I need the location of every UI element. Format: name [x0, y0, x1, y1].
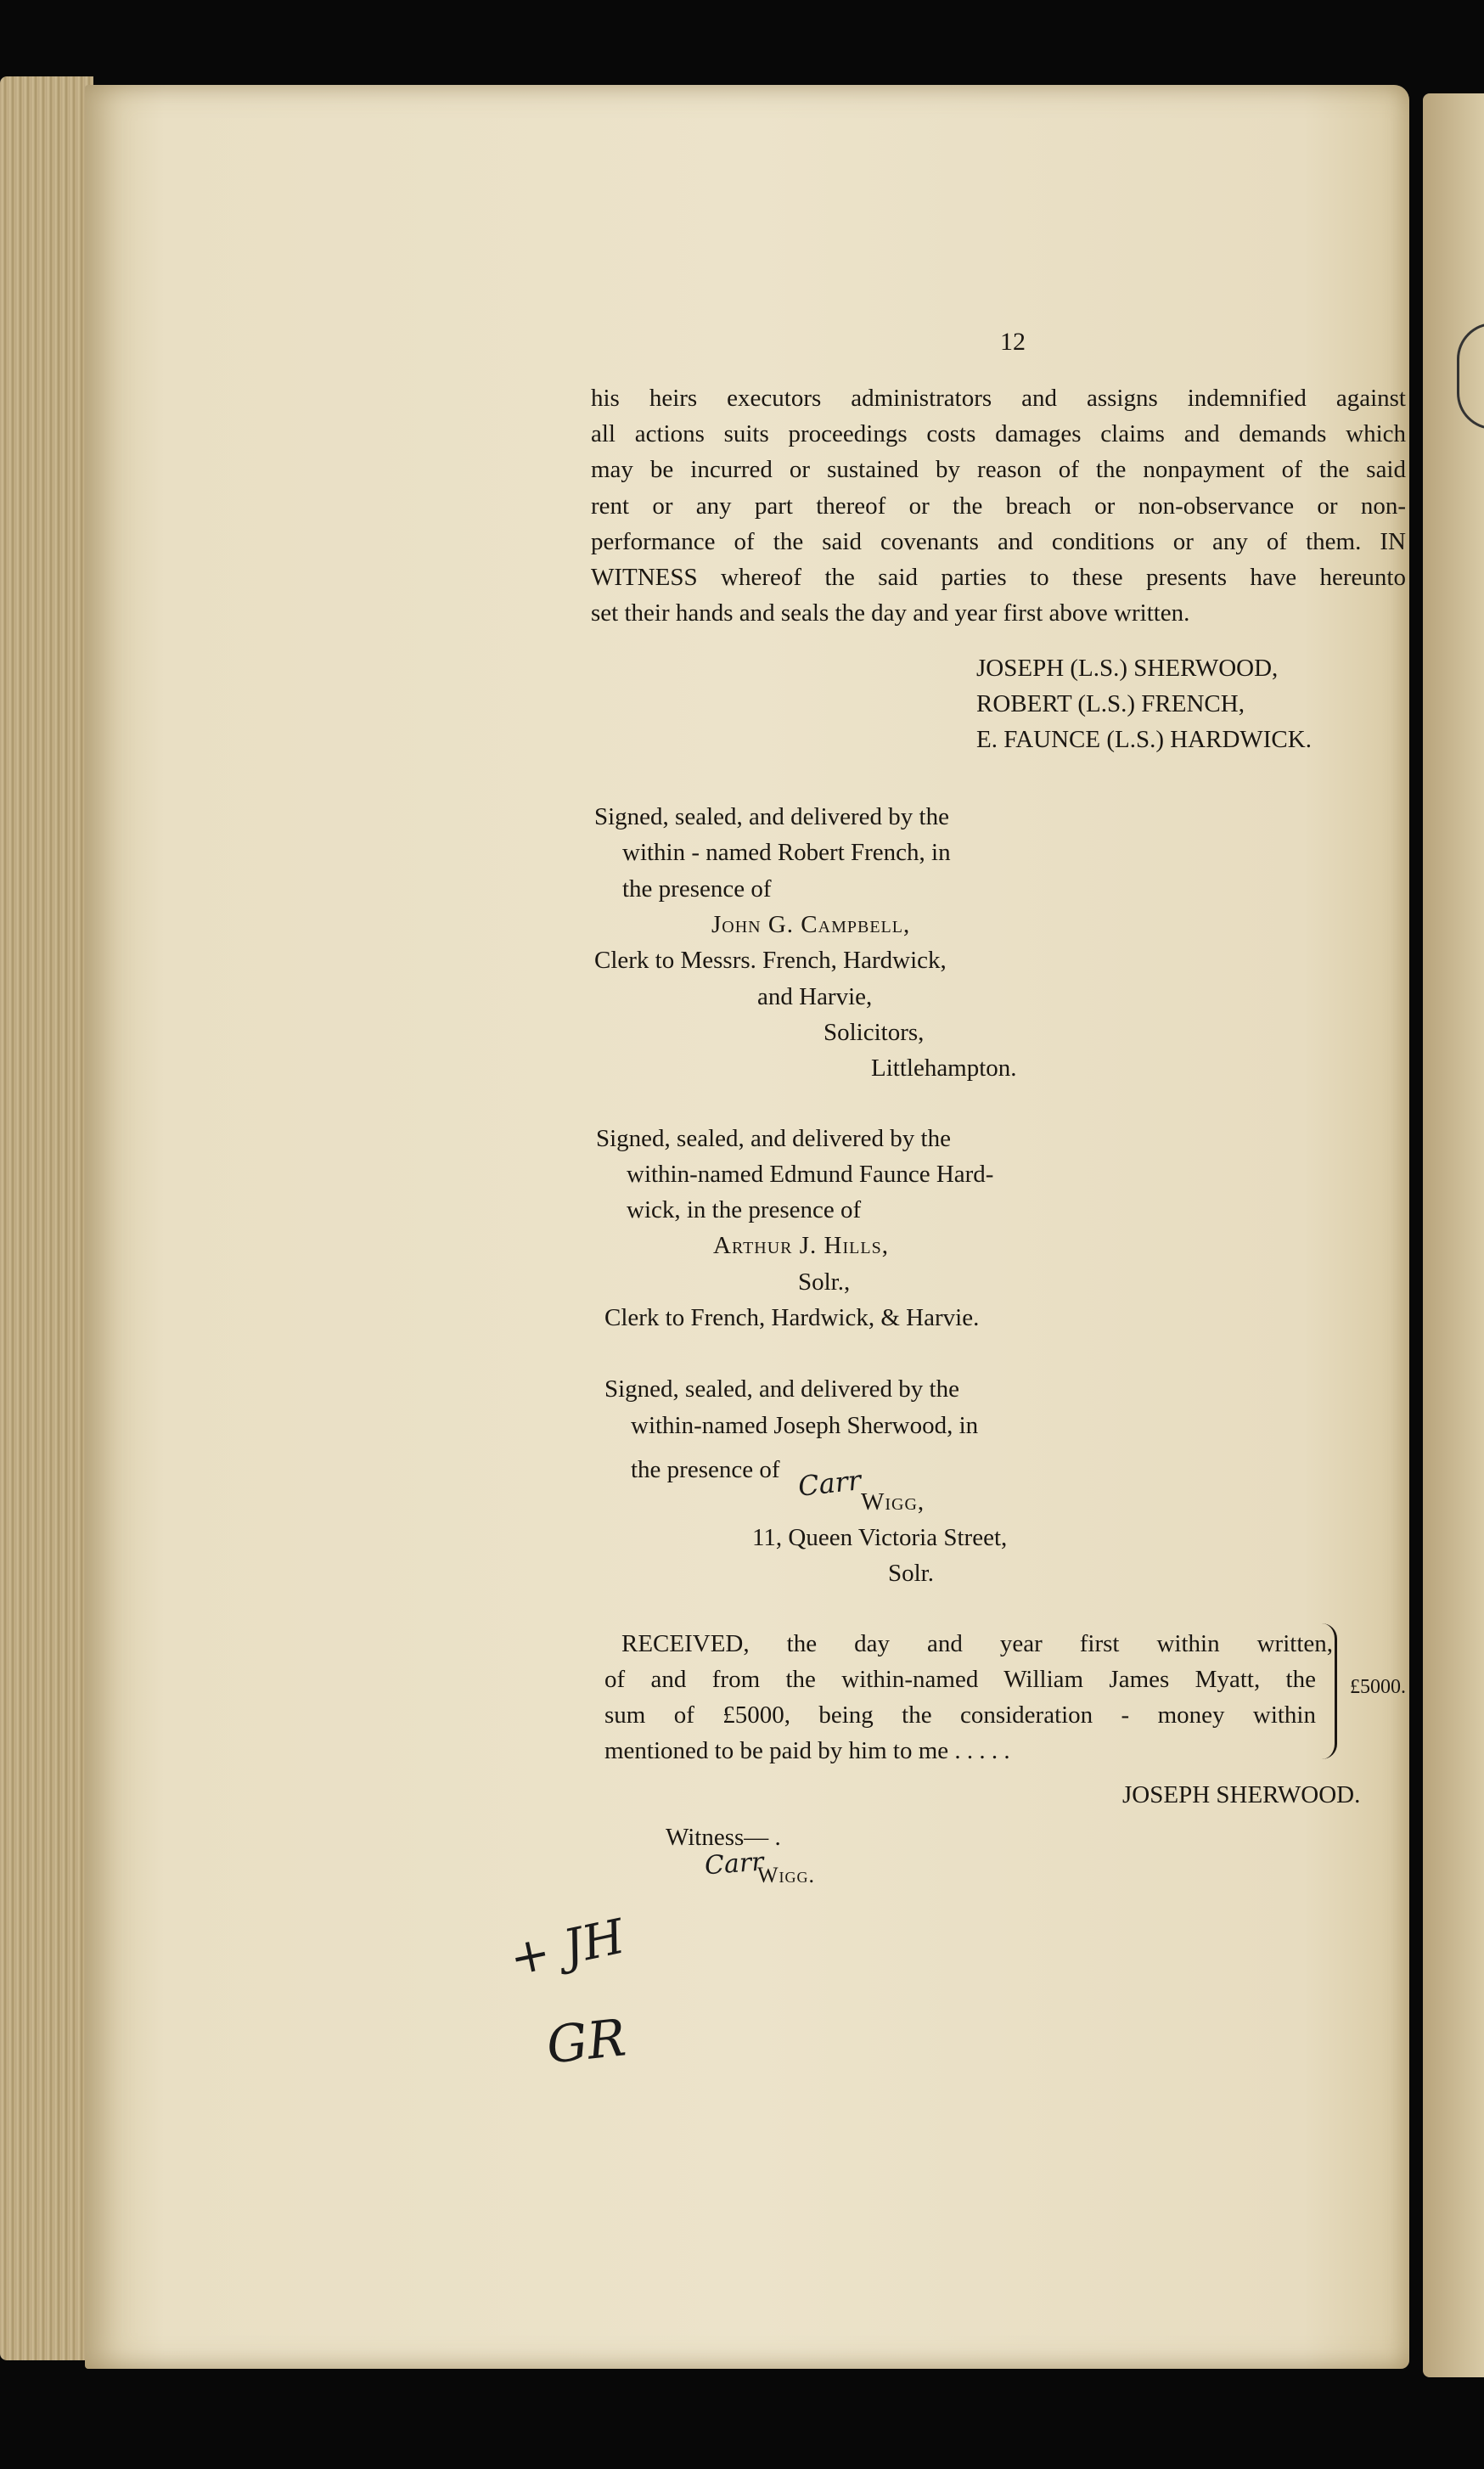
witness-name: Arthur J. Hills, — [713, 1232, 889, 1259]
facing-page-edge — [1423, 93, 1484, 2377]
receipt-signature: JOSEPH SHERWOOD. — [1122, 1781, 1361, 1808]
paragraph-line: set their hands and seals the day and year first above written. — [591, 599, 1190, 627]
witness-address: 11, Queen Victoria Street, — [752, 1524, 1008, 1551]
paragraph-line: all actions suits proceedings costs damages claims and demands which — [591, 420, 1406, 447]
signature-line: JOSEPH (L.S.) SHERWOOD, — [976, 655, 1279, 682]
receipt-amount: £5000. — [1350, 1676, 1406, 1698]
paragraph-line: performance of the said covenants and conditions or any of them. IN — [591, 528, 1406, 555]
witness-label: Witness— . — [666, 1824, 781, 1851]
witness-role: Solr. — [888, 1560, 934, 1587]
page-edges — [0, 76, 93, 2360]
witness-role: Solicitors, — [824, 1019, 925, 1046]
attestation-line: within - named Robert French, in — [622, 839, 951, 866]
attestation-line: Signed, sealed, and delivered by the — [596, 1125, 951, 1152]
handwritten-witness-signature: Carr — [703, 1847, 765, 1881]
receipt-line: sum of £5000, being the consideration - money within — [604, 1701, 1316, 1729]
paragraph-line: may be incurred or sustained by reason of the nonpayment of the said — [591, 456, 1406, 483]
attestation-line: within-named Joseph Sherwood, in — [631, 1412, 979, 1439]
margin-initials: + JH — [504, 1909, 630, 1988]
receipt-line: mentioned to be paid by him to me . . . . . — [604, 1737, 1010, 1764]
attestation-line: Signed, sealed, and delivered by the — [604, 1375, 959, 1403]
handwritten-witness-signature: Carr — [796, 1464, 863, 1503]
witness-role: Clerk to Messrs. French, Hardwick, — [594, 947, 947, 974]
witness-name: John G. Campbell, — [711, 911, 911, 938]
witness-place: Littlehampton. — [871, 1055, 1017, 1082]
witness-role: and Harvie, — [757, 983, 873, 1010]
paragraph-line: WITNESS whereof the said parties to these presents have hereunto — [591, 564, 1406, 591]
attestation-line: within-named Edmund Faunce Hard- — [627, 1161, 994, 1188]
page-number: 12 — [1000, 328, 1026, 356]
signature-line: ROBERT (L.S.) FRENCH, — [976, 690, 1245, 717]
receipt-brace — [1318, 1623, 1337, 1759]
attestation-line: wick, in the presence of — [627, 1196, 862, 1223]
attestation-line: Signed, sealed, and delivered by the — [594, 803, 949, 830]
signature-line: E. FAUNCE (L.S.) HARDWICK. — [976, 726, 1312, 753]
witness-role: Solr., — [798, 1268, 851, 1296]
attestation-line: the presence of — [622, 875, 772, 903]
receipt-line: of and from the within-named William James Myatt, the — [604, 1666, 1316, 1693]
witness-name: Wigg, — [861, 1488, 925, 1516]
witness-name: Wigg. — [757, 1863, 816, 1887]
receipt-line: RECEIVED, the day and year first within written, — [621, 1630, 1333, 1657]
margin-initials: GR — [543, 2008, 629, 2076]
paragraph-line: rent or any part thereof or the breach or non-observance or non- — [591, 492, 1406, 520]
witness-role: Clerk to French, Hardwick, & Harvie. — [604, 1304, 980, 1331]
paragraph-line: his heirs executors administrators and assigns indemnified against — [591, 385, 1406, 412]
attestation-line: the presence of — [631, 1456, 780, 1483]
